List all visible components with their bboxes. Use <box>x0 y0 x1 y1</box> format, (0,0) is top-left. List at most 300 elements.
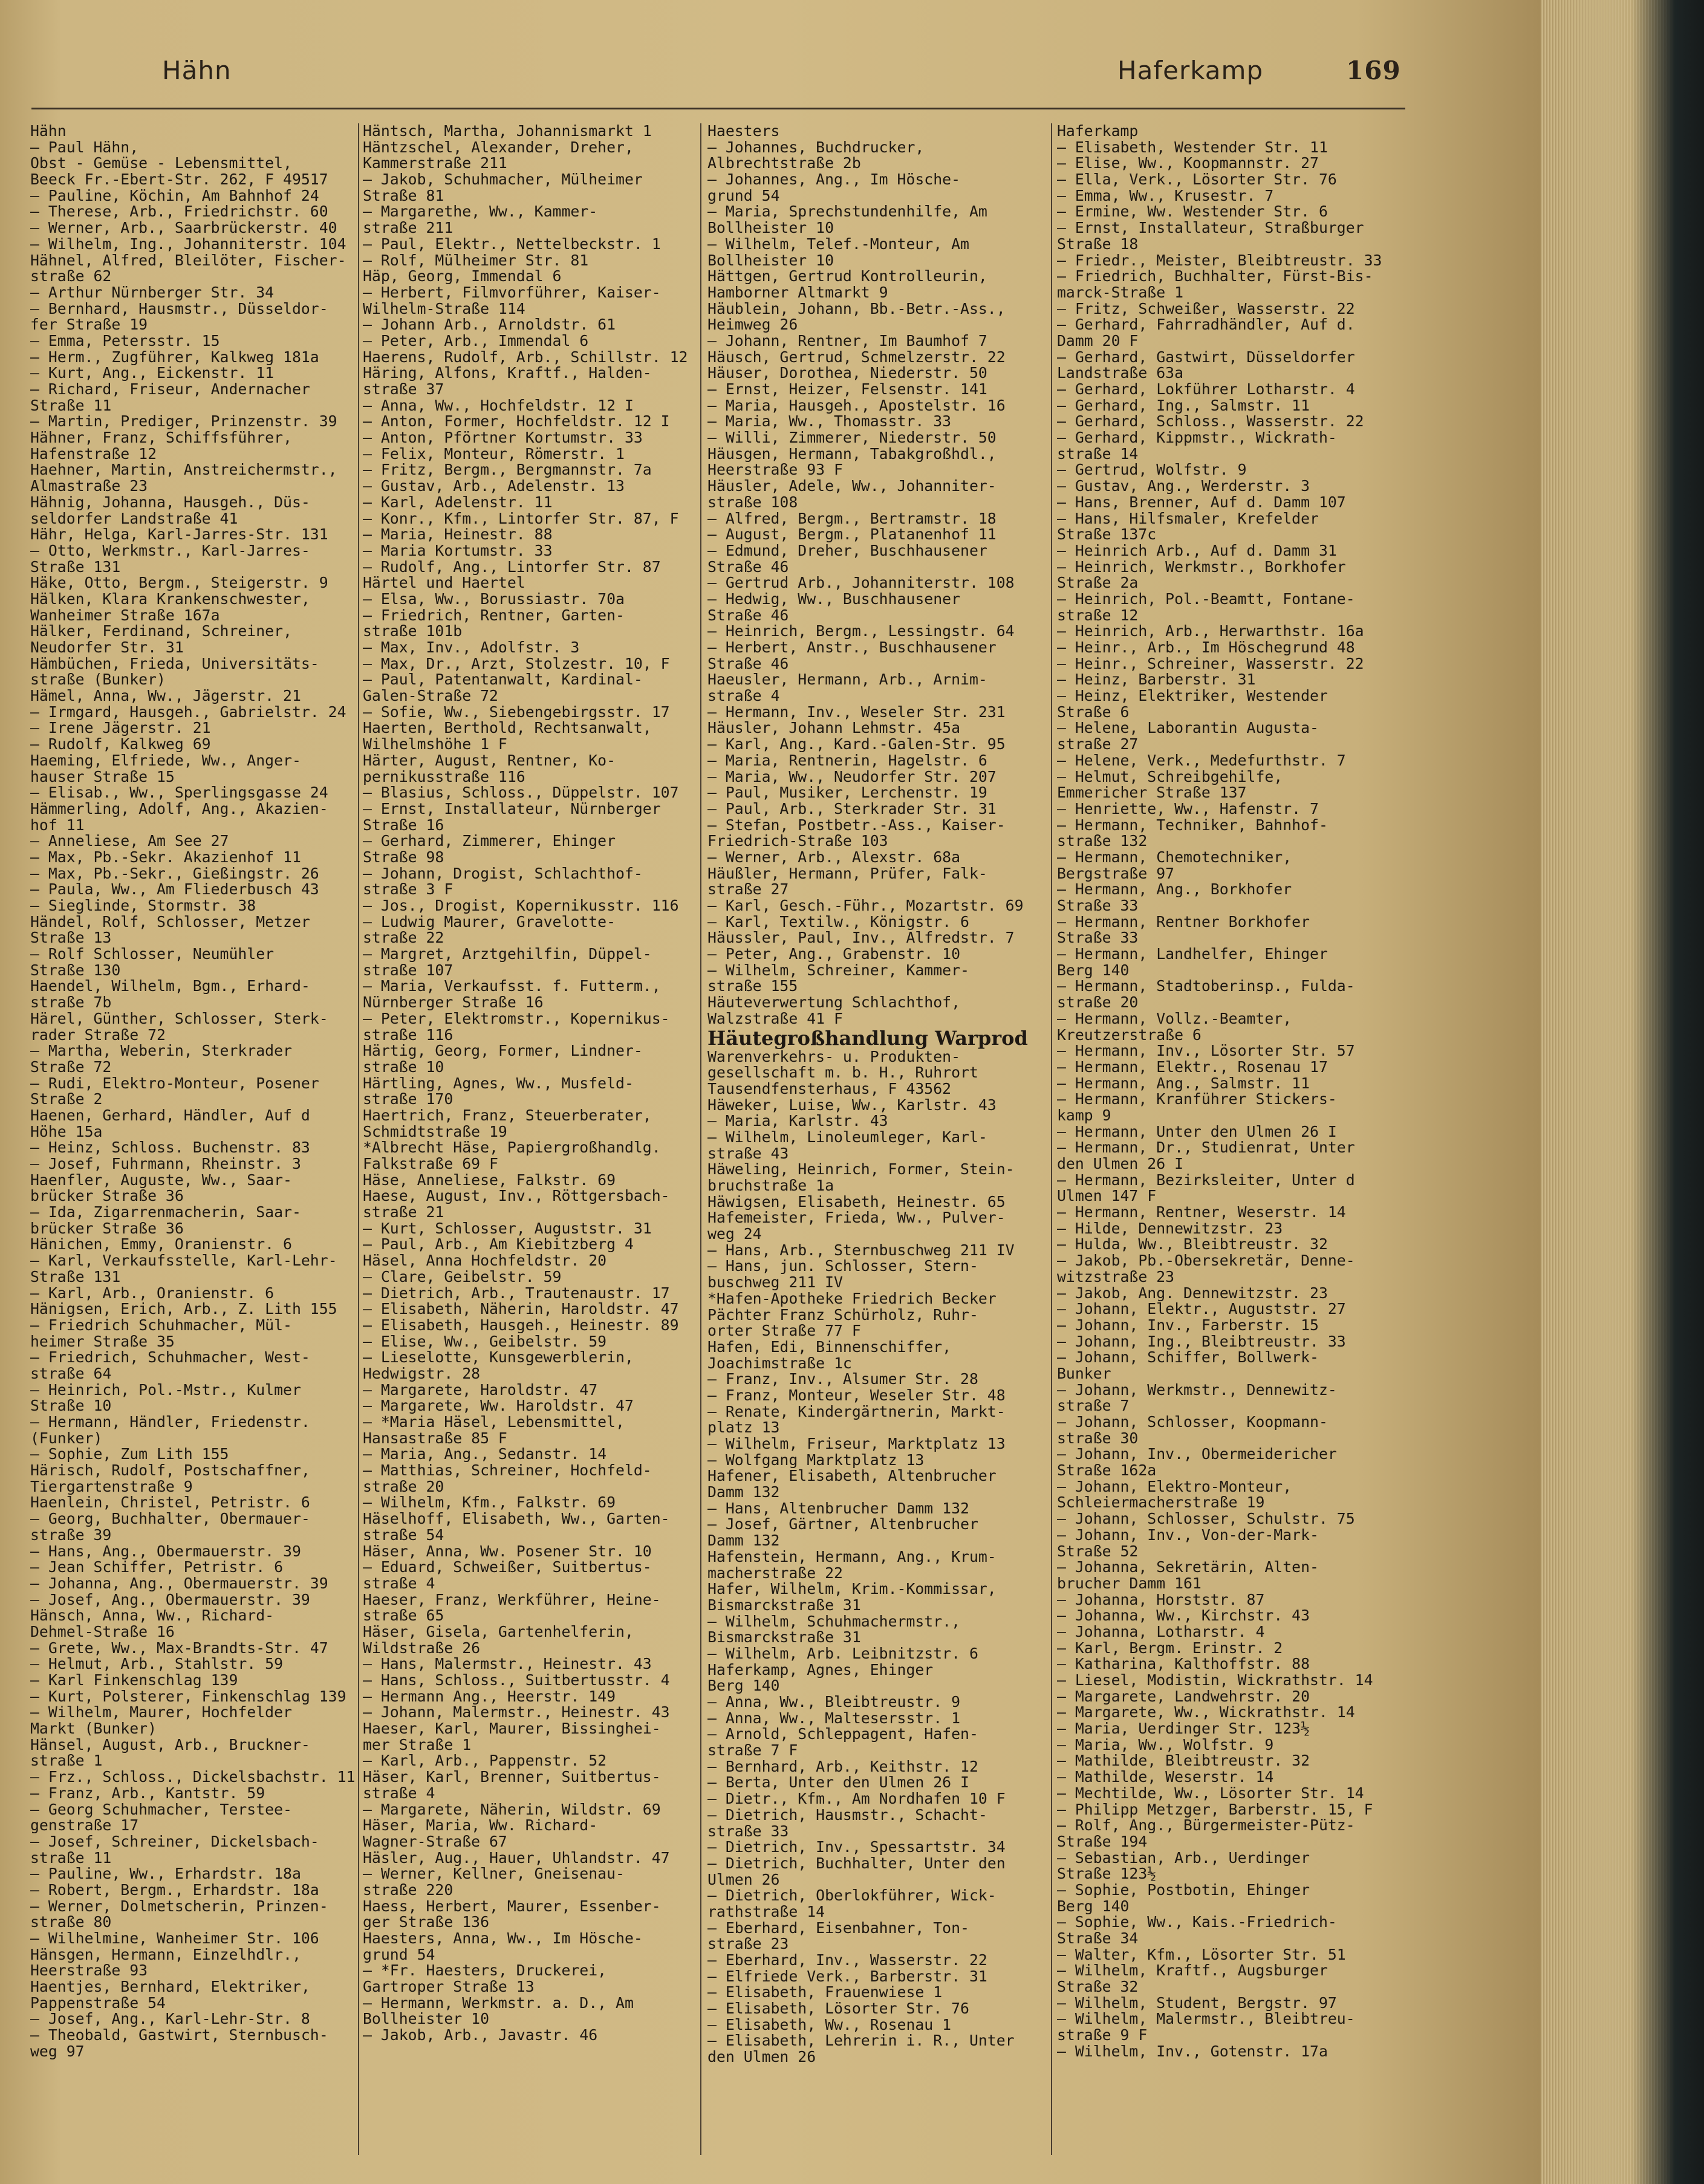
directory-entry-line: Bismarckstraße 31 <box>707 1597 861 1614</box>
directory-entry-line: Straße 81 <box>363 187 444 204</box>
directory-entry-line: Haferkamp <box>1057 123 1139 140</box>
directory-entry-line: — Wilhelm, Schuhmachermstr., <box>707 1613 961 1630</box>
directory-entry-line: Heerstraße 93 <box>30 1963 148 1980</box>
directory-entry-line: — Hans, jun. Schlosser, Stern- <box>707 1258 978 1275</box>
directory-entry-line: — Henriette, Ww., Hafenstr. 7 <box>1057 801 1319 817</box>
directory-entry-line: macherstraße 22 <box>707 1565 843 1582</box>
directory-entry-line: — Renate, Kindergärtnerin, Markt- <box>707 1403 1006 1420</box>
directory-entry-line: — Alfred, Bergm., Bertramstr. 18 <box>707 510 997 527</box>
directory-entry-line: — Margarete, Haroldstr. 47 <box>363 1382 598 1399</box>
directory-entry-line: — Arnold, Schleppagent, Hafen- <box>707 1726 978 1743</box>
directory-entry-line: Pappenstraße 54 <box>30 1995 166 2012</box>
directory-entry-line: Straße 11 <box>30 397 112 414</box>
directory-entry-line: Häuser, Dorothea, Niederstr. 50 <box>707 365 987 382</box>
directory-entry-line: — Karl, Ang., Kard.-Galen-Str. 95 <box>707 736 1006 753</box>
directory-entry-line: — Emma, Ww., Krusestr. 7 <box>1057 187 1274 204</box>
directory-entry-line: — Konr., Kfm., Lintorfer Str. 87, F <box>363 510 679 527</box>
directory-entry-line: Straße 46 <box>707 655 789 672</box>
directory-entry-line: — Stefan, Postbetr.-Ass., Kaiser- <box>707 817 1006 834</box>
directory-entry-line: — Franz, Inv., Alsumer Str. 28 <box>707 1371 978 1388</box>
directory-entry-line: Häuteverwertung Schlachthof, <box>707 995 961 1011</box>
directory-entry-line: Straße 46 <box>707 607 789 624</box>
directory-entry-line: — Helmut, Arb., Stahlstr. 59 <box>30 1656 284 1672</box>
directory-entry-line: — Ludwig Maurer, Gravelotte- <box>363 914 616 931</box>
directory-entry-line: — Johann, Werkmstr., Dennewitz- <box>1057 1382 1337 1399</box>
directory-entry-line: Straße 52 <box>1057 1543 1139 1560</box>
directory-entry-line: Hämel, Anna, Ww., Jägerstr. 21 <box>30 688 301 704</box>
directory-entry-line: — Helmut, Schreibgehilfe, <box>1057 769 1283 785</box>
directory-entry-line: — Jos., Drogist, Kopernikusstr. 116 <box>363 898 679 914</box>
directory-entry-line: — Elisabeth, Frauenwiese 1 <box>707 1984 943 2001</box>
directory-entry-line: Haese, August, Inv., Röttgersbach- <box>363 1188 670 1205</box>
directory-entry-line: straße 9 F <box>1057 2027 1148 2044</box>
directory-entry-line: — Sebastian, Arb., Uerdinger <box>1057 1850 1310 1867</box>
directory-entry-line: — Hermann, Inv., Weseler Str. 231 <box>707 704 1006 721</box>
directory-entry-line: — Heinz, Schloss. Buchenstr. 83 <box>30 1140 310 1156</box>
directory-entry-line: rathstraße 14 <box>707 1903 825 1920</box>
directory-entry-line: Haferkamp, Agnes, Ehinger <box>707 1662 934 1679</box>
directory-entry-line: — Hermann, Stadtoberinsp., Fulda- <box>1057 978 1355 995</box>
directory-entry-line: — Josef, Fuhrmann, Rheinstr. 3 <box>30 1156 301 1172</box>
directory-entry-line: Häser, Gisela, Gartenhelferin, <box>363 1623 634 1640</box>
directory-entry-line: straße 20 <box>363 1478 444 1495</box>
directory-entry-line: — Gertrud Arb., Johanniterstr. 108 <box>707 575 1015 591</box>
directory-entry-line: — Hermann, Elektr., Rosenau 17 <box>1057 1059 1328 1076</box>
directory-entry-line: Hafener, Elisabeth, Altenbrucher <box>707 1468 997 1485</box>
directory-entry-line: straße (Bunker) <box>30 672 166 689</box>
directory-entry-line: — Maria, Ww., Thomasstr. 33 <box>707 414 952 431</box>
directory-entry-line: (Funker) <box>30 1430 103 1447</box>
directory-entry-line: Haentjes, Bernhard, Elektriker, <box>30 1979 310 1995</box>
directory-entry-line: — Friedrich Schuhmacher, Mül- <box>30 1317 292 1334</box>
directory-entry-line: — Hermann, Vollz.-Beamter, <box>1057 1010 1292 1027</box>
directory-entry-line: — Hermann, Werkmstr. a. D., Am <box>363 1995 634 2012</box>
directory-entry-line: — Hermann, Bezirksleiter, Unter d <box>1057 1172 1355 1189</box>
directory-entry-line: — Maria, Heinestr. 88 <box>363 527 553 543</box>
directory-entry-line: — Johann, Drogist, Schlachthof- <box>363 865 643 882</box>
directory-entry-line: — Karl, Arb., Pappenstr. 52 <box>363 1753 607 1770</box>
directory-entry-line: — Gerhard, Lokführer Lotharstr. 4 <box>1057 382 1355 398</box>
directory-entry-line: — Eduard, Schweißer, Suitbertus- <box>363 1559 652 1576</box>
directory-entry-line: Hedwigstr. 28 <box>363 1365 481 1382</box>
directory-entry-line: Hähr, Helga, Karl-Jarres-Str. 131 <box>30 527 328 543</box>
directory-entry-line: Hänichen, Emmy, Oranienstr. 6 <box>30 1237 292 1253</box>
directory-entry-line: — Johann, Elektr., Auguststr. 27 <box>1057 1301 1346 1318</box>
directory-entry-line: — Jakob, Pb.-Obersekretär, Denne- <box>1057 1253 1355 1269</box>
directory-entry-line: brücker Straße 36 <box>30 1220 184 1237</box>
directory-entry-line: — Anneliese, Am See 27 <box>30 833 229 850</box>
directory-entry-line: — Elfriede Verk., Barberstr. 31 <box>707 1968 987 1985</box>
directory-entry-line: Härtel und Haertel <box>363 575 525 591</box>
directory-entry-line: straße 27 <box>707 882 789 898</box>
directory-entry-line: Gartroper Straße 13 <box>363 1979 535 1995</box>
directory-entry-line: Straße 162a <box>1057 1463 1157 1479</box>
directory-entry-line: — Frz., Schloss., Dickelsbachstr. 11 <box>30 1769 356 1786</box>
directory-entry-line: Straße 33 <box>1057 898 1139 914</box>
directory-entry-line: Häser, Anna, Ww. Posener Str. 10 <box>363 1543 652 1560</box>
directory-entry-line: — Ernst, Heizer, Felsenstr. 141 <box>707 382 987 398</box>
directory-entry-line: — Kurt, Schlosser, Auguststr. 31 <box>363 1220 652 1237</box>
directory-entry-line: Straße 123½ <box>1057 1866 1157 1882</box>
directory-entry-line: Straße 16 <box>363 817 444 834</box>
header-rule <box>31 108 1405 109</box>
directory-entry-line: — Gerhard, Ing., Salmstr. 11 <box>1057 397 1310 414</box>
directory-entry-line: — Karl, Bergm. Erinstr. 2 <box>1057 1640 1283 1657</box>
directory-entry-line: — Willi, Zimmerer, Niederstr. 50 <box>707 430 997 446</box>
directory-entry-line: — Heinrich Arb., Auf d. Damm 31 <box>1057 542 1337 559</box>
directory-entry-line: — Georg Schuhmacher, Terstee- <box>30 1801 292 1818</box>
directory-entry-line: — Elisabeth, Ww., Rosenau 1 <box>707 2017 952 2033</box>
directory-entry-line: — Maria Kortumstr. 33 <box>363 542 553 559</box>
directory-entry-line: — Anton, Former, Hochfeldstr. 12 I <box>363 414 670 431</box>
directory-entry-line: — Peter, Elektromstr., Kopernikus- <box>363 1010 670 1027</box>
directory-entry-line: Beeck Fr.-Ebert-Str. 262, F 49517 <box>30 172 328 188</box>
directory-entry-line: straße 101b <box>363 623 463 640</box>
directory-entry-line: Haerens, Rudolf, Arb., Schillstr. 12 <box>363 349 688 366</box>
directory-entry-line: — Hermann, Inv., Lösorter Str. 57 <box>1057 1043 1355 1059</box>
directory-entry-line: — Johann, Schlosser, Schulstr. 75 <box>1057 1511 1355 1527</box>
directory-entry-line: — Johanna, Ang., Obermauerstr. 39 <box>30 1575 328 1592</box>
directory-entry-line: Hafen, Edi, Binnenschiffer, <box>707 1339 952 1356</box>
directory-entry-line: — Maria, Ww., Wolfstr. 9 <box>1057 1737 1274 1753</box>
directory-entry-line: Schmidtstraße 19 <box>363 1123 507 1140</box>
directory-entry-line: Wanheimer Straße 167a <box>30 607 220 624</box>
directory-entry-line: Hälken, Klara Krankenschwester, <box>30 591 310 608</box>
directory-entry-line: — Elise, Ww., Koopmannstr. 27 <box>1057 155 1319 172</box>
directory-entry-line: straße 43 <box>707 1145 789 1162</box>
directory-entry-line: Tausendfensterhaus, F 43562 <box>707 1081 952 1097</box>
directory-entry-line: Hafemeister, Frieda, Ww., Pulver- <box>707 1210 1006 1227</box>
directory-entry-line: Häusler, Adele, Ww., Johanniter- <box>707 478 997 495</box>
directory-entry-line: — Wilhelm, Friseur, Marktplatz 13 <box>707 1436 1006 1452</box>
directory-entry-line: straße 4 <box>707 688 780 704</box>
directory-entry-line: — Hermann, Techniker, Bahnhof- <box>1057 817 1328 834</box>
directory-entry-line: — Karl, Gesch.-Führ., Mozartstr. 69 <box>707 898 1024 914</box>
directory-entry-line: — Friedrich, Buchhalter, Fürst-Bis- <box>1057 268 1373 285</box>
directory-entry-line: — Wilhelm, Arb. Leibnitzstr. 6 <box>707 1645 978 1662</box>
directory-entry-line: — Johann, Ing., Bleibtreustr. 33 <box>1057 1333 1346 1350</box>
directory-entry-line: — Maria, Sprechstundenhilfe, Am <box>707 204 987 221</box>
directory-entry-line: — Franz, Monteur, Weseler Str. 48 <box>707 1387 1006 1404</box>
directory-entry-line: Häutegroßhandlung Warprod <box>707 1027 1028 1049</box>
directory-entry-line: — Paul, Patentanwalt, Kardinal- <box>363 672 643 689</box>
directory-entry-line: — Irene Jägerstr. 21 <box>30 720 211 737</box>
directory-entry-line: Häntzschel, Alexander, Dreher, <box>363 139 634 156</box>
directory-entry-line: — Gertrud, Wolfstr. 9 <box>1057 462 1247 479</box>
directory-entry-line: — Sophie, Zum Lith 155 <box>30 1446 229 1463</box>
directory-entry-line: Hänsgen, Hermann, Einzelhdlr., <box>30 1946 301 1963</box>
directory-entry-line: Häweker, Luise, Ww., Karlstr. 43 <box>707 1097 997 1114</box>
directory-entry-line: Straße 34 <box>1057 1931 1139 1947</box>
directory-entry-line: Straße 194 <box>1057 1833 1148 1850</box>
directory-entry-line: — Friedrich, Schuhmacher, West- <box>30 1350 310 1366</box>
header-first-entry: Hähn <box>162 56 232 85</box>
directory-entry-line: — Dietrich, Arb., Trautenaustr. 17 <box>363 1285 670 1302</box>
directory-entry-line: hof 11 <box>30 817 85 834</box>
directory-entry-line: — Martin, Prediger, Prinzenstr. 39 <box>30 414 337 431</box>
directory-entry-line: Straße 18 <box>1057 236 1139 253</box>
directory-entry-line: Albrechtstraße 2b <box>707 155 861 172</box>
directory-entry-line: Haehner, Martin, Anstreichermstr., <box>30 462 337 479</box>
directory-entry-line: — Anna, Ww., Bleibtreustr. 9 <box>707 1694 961 1711</box>
directory-entry-line: Hättgen, Gertrud Kontrolleurin, <box>707 268 987 285</box>
directory-entry-line: — Margarete, Ww., Wickrathstr. 14 <box>1057 1705 1355 1721</box>
directory-entry-line: — Hans, Arb., Sternbuschweg 211 IV <box>707 1242 1015 1259</box>
directory-entry-line: Galen-Straße 72 <box>363 688 498 704</box>
directory-entry-line: — Georg, Buchhalter, Obermauer- <box>30 1511 310 1527</box>
directory-entry-line: — Friedr., Meister, Bleibtreustr. 33 <box>1057 252 1382 269</box>
directory-entry-line: Berg 140 <box>1057 962 1130 979</box>
directory-entry-line: — Maria, Karlstr. 43 <box>707 1113 888 1129</box>
directory-entry-line: — Elisabeth, Näherin, Haroldstr. 47 <box>363 1301 679 1318</box>
directory-entry-line: — Elisabeth, Hausgeh., Heinestr. 89 <box>363 1317 679 1334</box>
directory-entry-line: genstraße 17 <box>30 1818 139 1834</box>
directory-entry-line: Ulmen 26 <box>707 1871 780 1888</box>
directory-entry-line: Haess, Herbert, Maurer, Essenber- <box>363 1898 661 1915</box>
directory-entry-line: Wilhelm-Straße 114 <box>363 301 525 317</box>
directory-entry-line: — Johanna, Sekretärin, Alten- <box>1057 1559 1319 1576</box>
directory-entry-line: — Dietr., Kfm., Am Nordhafen 10 F <box>707 1791 1006 1807</box>
directory-entry-line: weg 24 <box>707 1226 762 1243</box>
directory-entry-line: Straße 131 <box>30 1269 121 1285</box>
directory-entry-line: straße 107 <box>363 962 454 979</box>
directory-entry-line: straße 7 F <box>707 1743 798 1759</box>
directory-entry-line: — Paul, Elektr., Nettelbeckstr. 1 <box>363 236 661 253</box>
directory-entry-line: Berg 140 <box>1057 1898 1130 1915</box>
directory-entry-line: — Johann, Malermstr., Heinestr. 43 <box>363 1705 670 1721</box>
directory-entry-line: straße 65 <box>363 1608 444 1624</box>
directory-entry-line: — Dietrich, Inv., Spessartstr. 34 <box>707 1839 1006 1856</box>
directory-entry-line: Haesters, Anna, Ww., Im Hösche- <box>363 1931 643 1947</box>
directory-entry-line: — Eberhard, Inv., Wasserstr. 22 <box>707 1952 987 1969</box>
directory-entry-line: — Elise, Ww., Geibelstr. 59 <box>363 1333 607 1350</box>
directory-entry-line: — Johann, Inv., Farberstr. 15 <box>1057 1317 1319 1334</box>
directory-entry-line: — Paul, Arb., Am Kiebitzberg 4 <box>363 1237 634 1253</box>
directory-entry-line: — Margret, Arztgehilfin, Düppel- <box>363 946 652 963</box>
directory-entry-line: Hänsel, August, Arb., Bruckner- <box>30 1737 310 1753</box>
directory-entry-line: Damm 132 <box>707 1484 780 1501</box>
directory-entry-line: straße 64 <box>30 1365 112 1382</box>
directory-entry-line: Haenen, Gerhard, Händler, Auf d <box>30 1107 310 1124</box>
directory-entry-line: — Johannes, Ang., Im Hösche- <box>707 172 961 188</box>
directory-entry-line: straße 7 <box>1057 1398 1130 1414</box>
directory-entry-line: — *Fr. Haesters, Druckerei, <box>363 1963 607 1980</box>
directory-entry-line: — Johann, Inv., Von-der-Mark- <box>1057 1527 1319 1544</box>
directory-entry-line: — Hermann Ang., Heerstr. 149 <box>363 1688 616 1705</box>
directory-entry-line: — Rolf, Mülheimer Str. 81 <box>363 252 589 269</box>
directory-entry-line: Damm 132 <box>707 1533 780 1549</box>
directory-entry-line: straße 4 <box>363 1575 435 1592</box>
directory-entry-line: — Heinrich, Werkmstr., Borkhofer <box>1057 559 1346 576</box>
directory-entry-line: Joachimstraße 1c <box>707 1355 852 1372</box>
directory-entry-line: Hamborner Altmarkt 9 <box>707 284 888 301</box>
directory-entry-line: straße 108 <box>707 494 798 511</box>
directory-entry-line: Häusch, Gertrud, Schmelzerstr. 22 <box>707 349 1006 366</box>
directory-entry-line: Hähnel, Alfred, Bleilöter, Fischer- <box>30 252 346 269</box>
directory-entry-line: Häring, Alfons, Kraftf., Halden- <box>363 365 652 382</box>
directory-entry-line: — Heinr., Schreiner, Wasserstr. 22 <box>1057 655 1364 672</box>
directory-entry-line: — Paul Hähn, <box>30 139 139 156</box>
directory-entry-line: Kreutzerstraße 6 <box>1057 1027 1202 1044</box>
directory-entry-line: — Josef, Ang., Obermauerstr. 39 <box>30 1591 310 1608</box>
directory-entry-line: straße 27 <box>1057 736 1139 753</box>
directory-entry-line: — Max, Pb.-Sekr. Akazienhof 11 <box>30 849 301 866</box>
directory-entry-line: Bollheister 10 <box>707 252 834 269</box>
directory-entry-line: straße 80 <box>30 1914 112 1931</box>
directory-entry-line: — Gustav, Ang., Werderstr. 3 <box>1057 478 1310 495</box>
directory-entry-line: — Hans, Hilfsmaler, Krefelder <box>1057 510 1319 527</box>
page-number: 169 <box>1346 56 1401 85</box>
directory-entry-line: Haeser, Franz, Werkführer, Heine- <box>363 1591 661 1608</box>
directory-entry-line: — Karl Finkenschlag 139 <box>30 1672 238 1689</box>
directory-entry-line: — Josef, Schreiner, Dickelsbach- <box>30 1833 319 1850</box>
directory-entry-line: — Hans, Altenbrucher Damm 132 <box>707 1500 969 1517</box>
directory-entry-line: Straße 131 <box>30 559 121 576</box>
directory-entry-line: — Jakob, Schuhmacher, Mülheimer <box>363 172 643 188</box>
directory-entry-line: Straße 137c <box>1057 527 1157 543</box>
directory-entry-line: — Jakob, Ang. Dennewitzstr. 23 <box>1057 1285 1328 1302</box>
directory-entry-line: — Wilhelm, Kfm., Falkstr. 69 <box>363 1495 616 1512</box>
directory-entry-line: Häser, Maria, Ww. Richard- <box>363 1818 598 1834</box>
directory-entry-line: — Wilhelm, Telef.-Monteur, Am <box>707 236 969 253</box>
directory-entry-line: straße 62 <box>30 268 112 285</box>
directory-entry-line: — Herm., Zugführer, Kalkweg 181a <box>30 349 319 366</box>
directory-entry-line: Straße 72 <box>30 1059 112 1076</box>
directory-entry-line: straße 14 <box>1057 446 1139 463</box>
directory-column-3 <box>707 123 1046 2065</box>
directory-entry-line: — Maria, Ww., Neudorfer Str. 207 <box>707 769 997 785</box>
directory-entry-line: Pächter Franz Schürholz, Ruhr- <box>707 1307 978 1324</box>
directory-entry-line: Straße 13 <box>30 930 112 947</box>
directory-entry-line: — Hedwig, Ww., Buschhausener <box>707 591 961 608</box>
directory-entry-line: Heimweg 26 <box>707 317 798 333</box>
directory-entry-line: den Ulmen 26 <box>707 2049 816 2065</box>
directory-entry-line: grund 54 <box>707 187 780 204</box>
directory-entry-line: Häse, Anneliese, Falkstr. 69 <box>363 1172 616 1189</box>
directory-entry-line: Haertrich, Franz, Steuerberater, <box>363 1107 652 1124</box>
directory-entry-line: — Emma, Petersstr. 15 <box>30 333 220 349</box>
directory-entry-line: — Gerhard, Fahrradhändler, Auf d. <box>1057 317 1355 333</box>
directory-entry-line: — Herbert, Anstr., Buschhausener <box>707 640 997 656</box>
book-page-edges <box>1541 0 1704 2184</box>
directory-entry-line: Kammerstraße 211 <box>363 155 507 172</box>
directory-entry-line: straße 220 <box>363 1882 454 1899</box>
directory-entry-line: — Sophie, Postbotin, Ehinger <box>1057 1882 1310 1899</box>
directory-entry-line: Heerstraße 93 F <box>707 462 843 479</box>
directory-entry-line: Straße 6 <box>1057 704 1130 721</box>
directory-entry-line: Häusler, Johann Lehmstr. 45a <box>707 720 961 737</box>
directory-entry-line: — Elisabeth, Westender Str. 11 <box>1057 139 1328 156</box>
directory-entry-line: — Clare, Geibelstr. 59 <box>363 1269 562 1285</box>
directory-entry-line: straße 39 <box>30 1527 112 1544</box>
directory-entry-line: — Gerhard, Kippmstr., Wickrath- <box>1057 430 1337 446</box>
directory-entry-line: — Eberhard, Eisenbahner, Ton- <box>707 1920 969 1937</box>
directory-entry-line: — Felix, Monteur, Römerstr. 1 <box>363 446 625 463</box>
directory-entry-line: Haendel, Wilhelm, Bgm., Erhard- <box>30 978 310 995</box>
directory-entry-line: — Maria, Ang., Sedanstr. 14 <box>363 1446 607 1463</box>
directory-entry-line: — Hermann, Ang., Salmstr. 11 <box>1057 1075 1310 1092</box>
header-last-entry: Haferkamp <box>1117 56 1264 85</box>
directory-entry-line: Häselhoff, Elisabeth, Ww., Garten- <box>363 1511 670 1527</box>
directory-entry-line: Wilhelmshöhe 1 F <box>363 736 507 753</box>
directory-entry-line: Hälker, Ferdinand, Schreiner, <box>30 623 292 640</box>
directory-entry-line: Bollheister 10 <box>363 2011 490 2028</box>
directory-entry-line: — Hans, Schloss., Suitbertusstr. 4 <box>363 1672 670 1689</box>
directory-entry-line: Dehmel-Straße 16 <box>30 1623 175 1640</box>
directory-entry-line: Markt (Bunker) <box>30 1721 157 1737</box>
directory-entry-line: — Ella, Verk., Lösorter Str. 76 <box>1057 172 1337 188</box>
directory-entry-line: — Hermann, Dr., Studienrat, Unter <box>1057 1140 1355 1156</box>
directory-entry-line: straße 54 <box>363 1527 444 1544</box>
directory-entry-line: Bismarckstraße 31 <box>707 1630 861 1646</box>
directory-entry-line: Bollheister 10 <box>707 220 834 236</box>
directory-entry-line: Häp, Georg, Immendal 6 <box>363 268 562 285</box>
directory-entry-line: — Wilhelm, Malermstr., Bleibtreu- <box>1057 2011 1355 2028</box>
directory-entry-line: straße 20 <box>1057 995 1139 1011</box>
directory-entry-line: — Bernhard, Arb., Keithstr. 12 <box>707 1758 978 1775</box>
directory-entry-line: Straße 2a <box>1057 575 1139 591</box>
directory-entry-line: — Helene, Laborantin Augusta- <box>1057 720 1319 737</box>
directory-entry-line: Häke, Otto, Bergm., Steigerstr. 9 <box>30 575 328 591</box>
directory-entry-line: — Josef, Gärtner, Altenbrucher <box>707 1516 978 1533</box>
directory-entry-line: — Werner, Arb., Saarbrückerstr. 40 <box>30 220 337 236</box>
directory-entry-line: Hänsch, Anna, Ww., Richard- <box>30 1608 275 1624</box>
directory-entry-line: — Dietrich, Hausmstr., Schacht- <box>707 1807 987 1824</box>
directory-entry-line: Ulmen 147 F <box>1057 1188 1157 1205</box>
directory-entry-line: Häussler, Paul, Inv., Alfredstr. 7 <box>707 930 1015 947</box>
directory-entry-line: — Kurt, Ang., Eickenstr. 11 <box>30 365 275 382</box>
directory-entry-line: — Lieselotte, Kunsgewerblerin, <box>363 1350 634 1366</box>
directory-entry-line: — Max, Dr., Arzt, Stolzestr. 10, F <box>363 655 670 672</box>
directory-entry-line: — Otto, Werkmstr., Karl-Jarres- <box>30 542 310 559</box>
directory-entry-line: straße 4 <box>363 1785 435 1802</box>
directory-entry-line: — Elisab., Ww., Sperlingsgasse 24 <box>30 785 328 801</box>
directory-entry-line: — Gerhard, Zimmerer, Ehinger <box>363 833 616 850</box>
directory-entry-line: Häntsch, Martha, Johannismarkt 1 <box>363 123 652 140</box>
directory-entry-line: Bergstraße 97 <box>1057 865 1175 882</box>
directory-entry-line: kamp 9 <box>1057 1107 1111 1124</box>
directory-entry-line: — Heinz, Elektriker, Westender <box>1057 688 1328 704</box>
directory-entry-line: straße 116 <box>363 1027 454 1044</box>
directory-entry-line: — Heinz, Barberstr. 31 <box>1057 672 1256 689</box>
directory-entry-line: straße 12 <box>1057 607 1139 624</box>
directory-entry-line: mer Straße 1 <box>363 1737 472 1753</box>
directory-entry-line: fer Straße 19 <box>30 317 148 333</box>
directory-entry-line: Straße 98 <box>363 849 444 866</box>
directory-entry-line: Händel, Rolf, Schlosser, Metzer <box>30 914 310 931</box>
directory-entry-line: — Walter, Kfm., Lösorter Str. 51 <box>1057 1946 1346 1963</box>
directory-entry-line: — Margarete, Ww. Haroldstr. 47 <box>363 1398 634 1414</box>
directory-entry-line: Härtling, Agnes, Ww., Musfeld- <box>363 1075 634 1092</box>
directory-entry-line: — Maria, Verkaufsst. f. Futterm., <box>363 978 661 995</box>
directory-entry-line: *Albrecht Häse, Papiergroßhandlg. <box>363 1140 661 1156</box>
directory-entry-line: — Gustav, Arb., Adelenstr. 13 <box>363 478 625 495</box>
directory-entry-line: Hähn <box>30 123 67 140</box>
directory-entry-line: — Irmgard, Hausgeh., Gabrielstr. 24 <box>30 704 346 721</box>
directory-entry-line: — Heinrich, Arb., Herwarthstr. 16a <box>1057 623 1364 640</box>
directory-entry-line: — Gerhard, Schloss., Wasserstr. 22 <box>1057 414 1364 431</box>
directory-entry-line: — Hilde, Dennewitzstr. 23 <box>1057 1220 1283 1237</box>
directory-entry-line: Häweling, Heinrich, Former, Stein- <box>707 1162 1015 1178</box>
directory-entry-line: — Ernst, Installateur, Nürnberger <box>363 801 661 817</box>
directory-entry-line: — Peter, Arb., Immendal 6 <box>363 333 589 349</box>
directory-entry-line: straße 11 <box>30 1850 112 1867</box>
directory-entry-line: — Peter, Ang., Grabenstr. 10 <box>707 946 961 963</box>
directory-entry-line: Bunker <box>1057 1365 1111 1382</box>
directory-entry-line: Häsler, Aug., Hauer, Uhlandstr. 47 <box>363 1850 670 1867</box>
directory-entry-line: den Ulmen 26 I <box>1057 1156 1184 1172</box>
directory-entry-line: Hämmerling, Adolf, Ang., Akazien- <box>30 801 328 817</box>
